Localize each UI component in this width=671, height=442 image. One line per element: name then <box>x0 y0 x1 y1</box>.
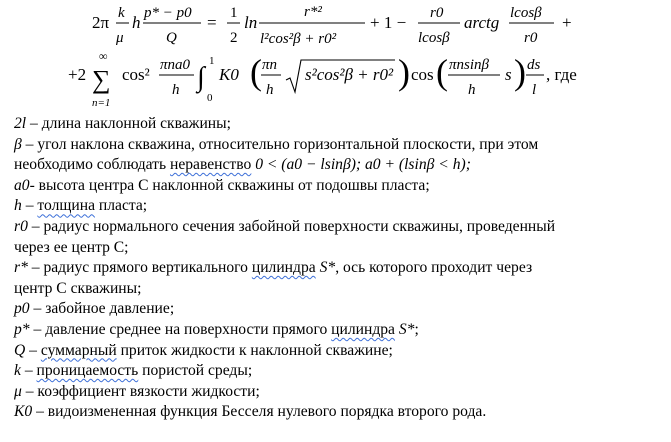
definition-dash: – <box>25 341 41 359</box>
definition-symbol: K0 <box>14 403 33 421</box>
definition-symbol: β <box>14 135 22 153</box>
formula-arctg: arctg <box>464 13 500 32</box>
formula-Q: Q <box>166 30 177 46</box>
definition-text: – коэффициент вязкости жидкости; <box>21 382 260 400</box>
definition-item <box>14 361 659 382</box>
formula-frac1-num: r*² <box>304 4 322 20</box>
definition-item <box>14 402 659 423</box>
definition-text: – давление среднее на поверхности прямого <box>29 320 332 338</box>
definition-text: пласта; <box>95 197 148 215</box>
definition-symbol: k <box>14 362 21 380</box>
formula-cos-squared: cos² <box>122 65 150 84</box>
sigma-symbol: ∑ <box>92 65 111 94</box>
definition-text: – забойное давление; <box>29 300 175 318</box>
spellcheck-word[interactable]: толщина <box>37 197 95 215</box>
definition-text: – угол наклона скважина, относительно горизонтальной плоскости, при этом <box>21 135 539 153</box>
formula-pi-n-den: h <box>266 82 274 98</box>
spellcheck-word[interactable]: неравенство <box>169 156 252 174</box>
definition-text: пористой среды; <box>138 362 253 380</box>
definition-item <box>14 135 659 176</box>
formula-pi-n: πn <box>262 57 278 73</box>
definition-symbol: 2l <box>14 115 27 132</box>
definition-text-continued: центр С скважины; <box>14 279 142 297</box>
definition-item <box>14 320 659 341</box>
formula-row-1 <box>92 4 572 47</box>
formula-s: s <box>505 65 512 84</box>
definition-text: – длина наклонной скважины; <box>26 115 231 132</box>
spellcheck-word[interactable]: суммарный <box>40 341 117 359</box>
definition-symbol: r0 <box>14 217 28 235</box>
definition-item <box>14 299 659 320</box>
formula-K0: K0 <box>219 65 239 84</box>
formula-k: k <box>118 5 125 21</box>
formula-frac3-den: r0 <box>524 30 538 46</box>
formula-arg-den: h <box>468 82 476 98</box>
formula-cos-den: h <box>172 82 180 98</box>
formula-sum-upper: ∞ <box>99 49 108 63</box>
cylinder-symbol: S* <box>394 320 415 338</box>
formula-where: , где <box>546 65 577 84</box>
formula-h: h <box>132 13 141 32</box>
definition-item <box>14 217 659 258</box>
formula-plus-one: + 1 − <box>370 13 407 32</box>
formula-sum-lower: n=1 <box>92 97 111 109</box>
formula-big-paren-close: ) <box>398 52 410 92</box>
formula-l: l <box>532 82 537 98</box>
formula-arg-num: πnsinβ <box>449 57 489 73</box>
definition-text: - высота центра С наклонной скважины от подошвы пласта; <box>29 176 430 194</box>
formula-half-num: 1 <box>230 5 238 21</box>
formula-sqrt-body: s²cos²β + r0² <box>305 65 394 84</box>
definition-symbol: Q <box>14 341 26 359</box>
definition-symbol: h <box>14 197 22 215</box>
formula-lhs-coef: 2π <box>92 13 110 32</box>
spellcheck-word[interactable]: проницаемость <box>36 362 139 380</box>
definition-item <box>14 176 659 197</box>
definitions-list <box>14 114 659 423</box>
formula-half-den: 2 <box>230 30 238 46</box>
definition-symbol: p* <box>14 320 30 338</box>
definition-text-post: ; <box>414 320 419 338</box>
definition-text: – радиус нормального сечения забойной поверхности скважины, проведенный <box>27 217 556 235</box>
definition-item <box>14 382 659 403</box>
formula-cos-paren-open: ( <box>436 52 448 92</box>
inequality-math: 0 < (a0 − lsinβ); a0 + (lsinβ < h); <box>251 156 471 174</box>
formula-int-lower: 0 <box>207 92 213 104</box>
formula-cos-num: πna0 <box>160 57 191 73</box>
formula-frac2-den: lcosβ <box>418 30 450 46</box>
formula-ds: ds <box>527 57 541 73</box>
definition-item <box>14 196 659 217</box>
definition-symbol: a0 <box>14 176 30 194</box>
definition-dash: – <box>21 197 38 215</box>
formula-cos-paren-close: ) <box>514 52 526 92</box>
definition-text: – радиус прямого вертикального <box>27 259 252 277</box>
definition-symbol: μ <box>14 382 22 400</box>
definition-dash: – <box>20 362 37 380</box>
definition-symbol: p0 <box>14 300 30 318</box>
spellcheck-word[interactable]: цилиндра <box>251 259 316 277</box>
integral-symbol: ∫ <box>197 62 205 93</box>
formula-int-upper: 1 <box>209 55 215 67</box>
definition-symbol: r* <box>14 259 28 277</box>
definition-text-continued: необходимо соблюдать <box>14 156 170 174</box>
definition-text-continued: через ее центр С; <box>14 238 129 256</box>
formula-mu: μ <box>116 30 124 46</box>
definition-text: приток жидкости к наклонной скважине; <box>116 341 393 359</box>
definition-text: – видоизмененная функция Бесселя нулевого порядка второго рода. <box>32 403 487 421</box>
formula-frac2-num: r0 <box>430 5 444 21</box>
formula-frac1-den: l²cos²β + r0² <box>260 31 337 47</box>
definition-item <box>14 258 659 299</box>
definition-item <box>14 341 659 362</box>
formula-cos: cos <box>411 65 434 84</box>
formula-ln: ln <box>244 13 258 32</box>
cylinder-symbol: S* <box>315 259 336 277</box>
formula-pressure-diff: p* − p0 <box>144 5 192 21</box>
spellcheck-word[interactable]: цилиндра <box>331 320 395 338</box>
bessel-flow-formula <box>0 0 671 115</box>
definition-text-post: , ось которого проходит через <box>335 259 533 277</box>
formula-frac3-num: lcosβ <box>510 5 542 21</box>
formula-equals: = <box>207 13 217 32</box>
formula-lead-two: +2 <box>68 65 87 84</box>
formula-tail-plus: + <box>562 13 572 32</box>
formula-big-paren-open: ( <box>250 52 262 92</box>
definition-item <box>14 114 659 135</box>
formula-row-2 <box>68 49 577 109</box>
